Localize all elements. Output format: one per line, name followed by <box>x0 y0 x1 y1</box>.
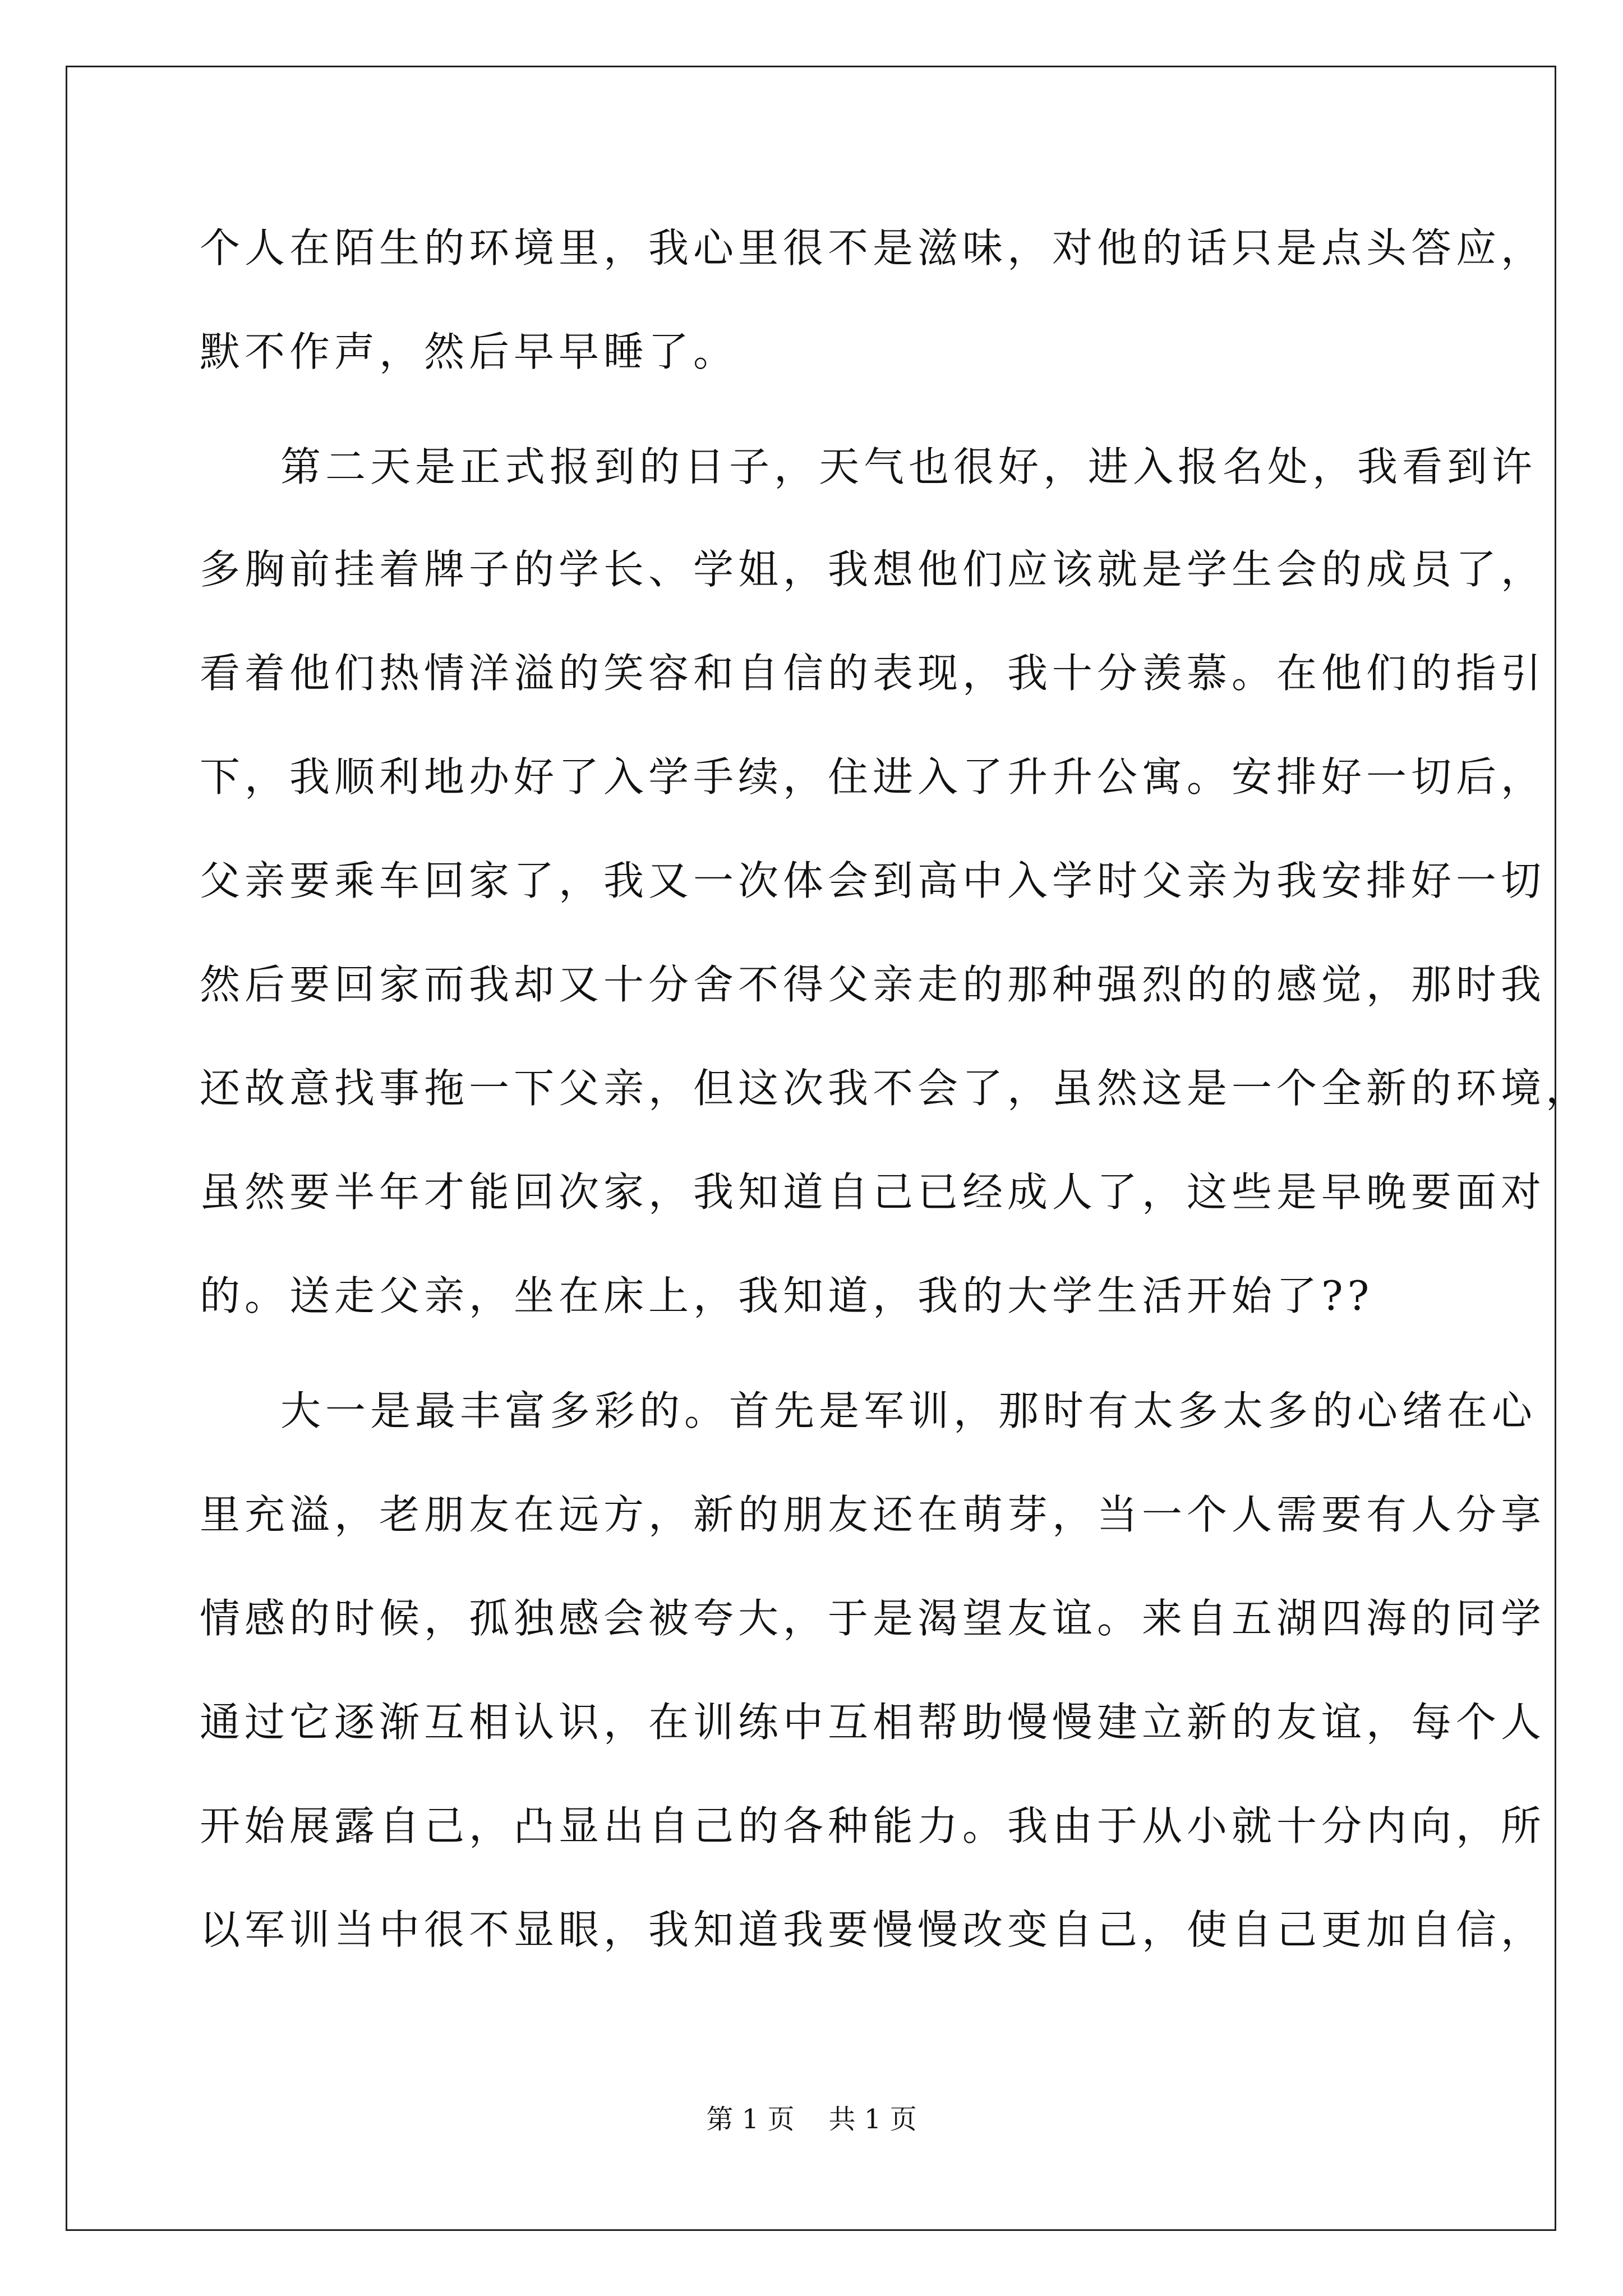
text-line-14: 情感的时候，孤独感会被夸大，于是渴望友谊。来自五湖四海的同学 <box>200 1595 1546 1642</box>
text-line-11: 的。送走父亲，坐在床上，我知道，我的大学生活开始了?? <box>200 1272 1374 1319</box>
text-line-13: 里充溢，老朋友在远方，新的朋友还在萌芽，当一个人需要有人分享 <box>200 1491 1546 1538</box>
text-line-4: 多胸前挂着牌子的学长、学姐，我想他们应该就是学生会的成员了， <box>200 546 1546 593</box>
text-line-15: 通过它逐渐互相认识，在训练中互相帮助慢慢建立新的友谊，每个人 <box>200 1699 1546 1746</box>
text-line-7: 父亲要乘车回家了，我又一次体会到高中入学时父亲为我安排好一切 <box>200 857 1546 904</box>
text-line-16: 开始展露自己，凸显出自己的各种能力。我由于从小就十分内向，所 <box>200 1802 1546 1849</box>
page-number-footer: 第 1 页 共 1 页 <box>706 2104 917 2135</box>
text-line-2: 默不作声，然后早早睡了。 <box>200 328 739 375</box>
text-line-9: 还故意找事拖一下父亲，但这次我不会了，虽然这是一个全新的环境， <box>200 1065 1591 1112</box>
text-line-17: 以军训当中很不显眼，我知道我要慢慢改变自己，使自己更加自信， <box>200 1906 1546 1953</box>
text-line-5: 看着他们热情洋溢的笑容和自信的表现，我十分羡慕。在他们的指引 <box>200 650 1546 697</box>
text-line-1: 个人在陌生的环境里，我心里很不是滋味，对他的话只是点头答应， <box>200 224 1546 272</box>
text-line-10: 虽然要半年才能回次家，我知道自己已经成人了，这些是早晚要面对 <box>200 1168 1546 1216</box>
text-line-6: 下，我顺利地办好了入学手续，住进入了升升公寓。安排好一切后， <box>200 753 1546 800</box>
text-line-8: 然后要回家而我却又十分舍不得父亲走的那种强烈的的感觉，那时我 <box>200 961 1546 1008</box>
text-line-3: 第二天是正式报到的日子，天气也很好，进入报名处，我看到许 <box>280 443 1537 490</box>
text-line-12: 大一是最丰富多彩的。首先是军训，那时有太多太多的心绪在心 <box>280 1387 1537 1434</box>
